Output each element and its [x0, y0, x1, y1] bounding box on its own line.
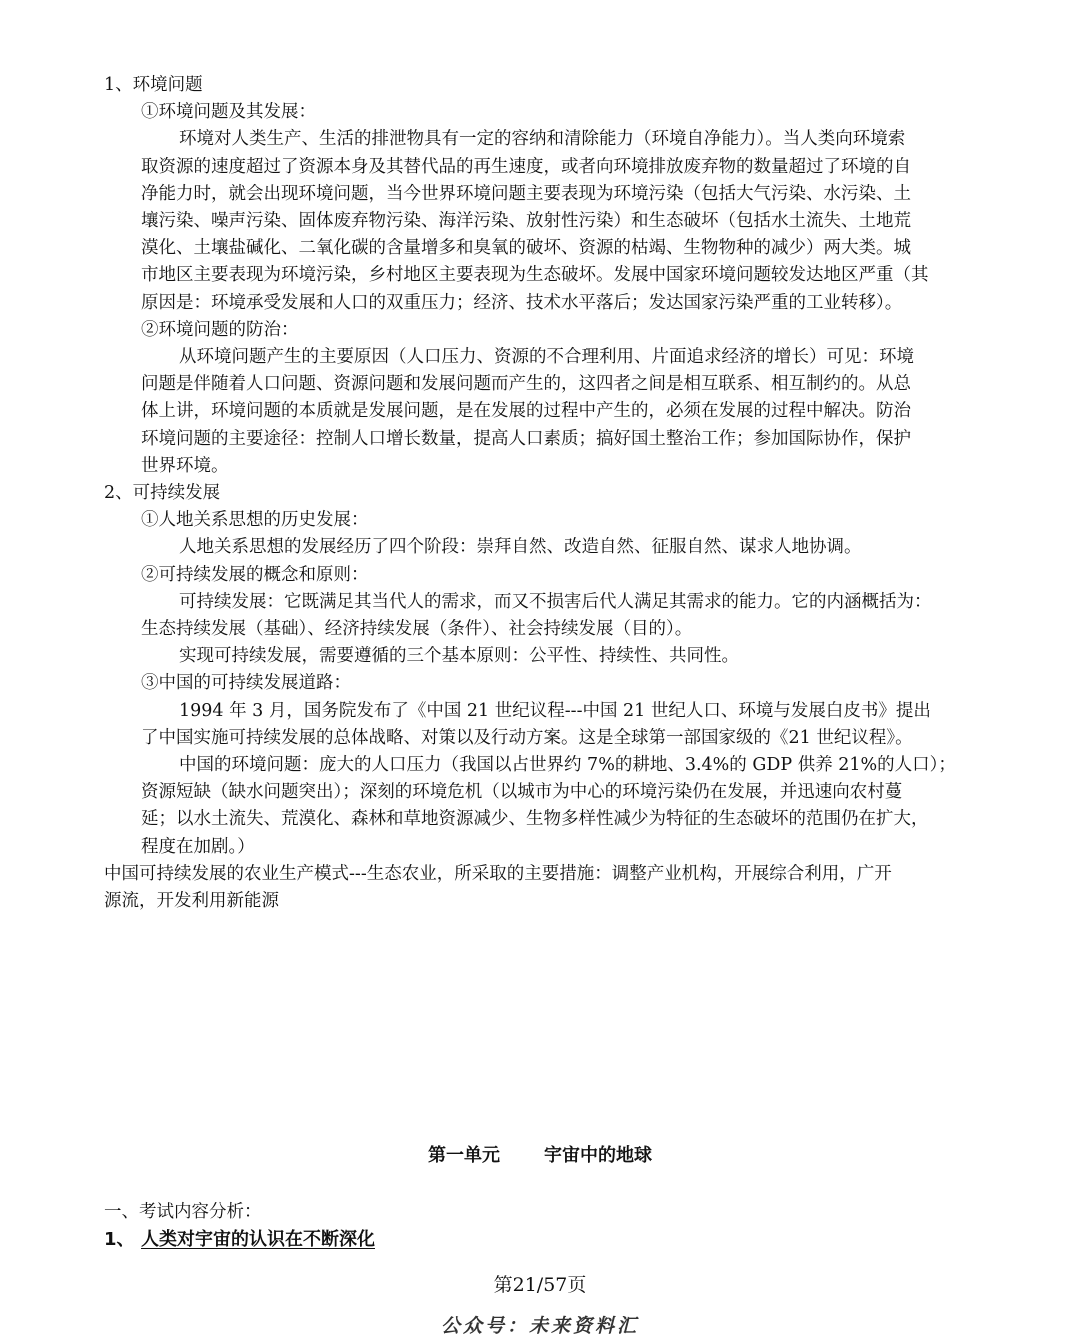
paragraph-line: 壤污染、噪声污染、固体废弃物污染、海洋污染、放射性污染）和生态破坏（包括水土流失、土地荒: [141, 211, 911, 232]
paragraph-line: 延；以水土流失、荒漠化、森林和草地资源减少、生物多样性减少为特征的生态破坏的范围仍在扩大，: [141, 809, 929, 830]
page-number: 第21/57页: [493, 1274, 587, 1296]
paragraph-line: 环境对人类生产、生活的排泄物具有一定的容纳和清除能力（环境自净能力）。当人类向环境索: [179, 129, 906, 150]
unit-title: [0, 1142, 1080, 1170]
paragraph-line: 1994 年 3 月，国务院发布了《中国 21 世纪议程---中国 21 世纪人口、环境与发展白皮书》提出: [179, 700, 931, 721]
paragraph-line: 净能力时，就会出现环境问题，当今世界环境问题主要表现为环境污染（包括大气污染、水污染、土: [141, 183, 911, 204]
heading-sustainable-development: 2、可持续发展: [104, 483, 221, 504]
unit-title-name: 宇宙中的地球: [544, 1145, 652, 1166]
subheading-problems-prevention: ②环境问题的防治：: [141, 319, 299, 340]
paragraph-line: 体上讲，环境问题的本质就是发展问题，是在发展的过程中产生的，必须在发展的过程中解决。防治: [141, 401, 911, 422]
paragraph-line: 了中国实施可持续发展的总体战略、对策以及行动方案。这是全球第一部国家级的《21 世纪议程》。: [141, 727, 913, 748]
subheading-problems-development: ①环境问题及其发展：: [141, 102, 316, 123]
document-body: [104, 72, 980, 915]
paragraph-line: 程度在加剧。）: [141, 836, 255, 857]
paragraph-line: 世界环境。: [141, 455, 229, 476]
unit-title-number: 第一单元: [428, 1145, 500, 1166]
paragraph-line: 市地区主要表现为环境污染，乡村地区主要表现为生态破坏。发展中国家环境问题较发达地区严重（其: [141, 265, 929, 286]
paragraph-line: 中国的环境问题：庞大的人口压力（我国以占世界约 7%的耕地、3.4%的 GDP 供养 21%的人口）；: [179, 755, 956, 776]
paragraph-line: 环境问题的主要途径：控制人口增长数量，提高人口素质；搞好国土整治工作；参加国际协作，保护: [141, 428, 911, 449]
paragraph-line: 生态持续发展（基础）、经济持续发展（条件）、社会持续发展（目的）。: [141, 619, 693, 640]
paragraph-line: 从环境问题产生的主要原因（人口压力、资源的不合理利用、片面追求经济的增长）可见：环境: [179, 347, 914, 368]
heading-environment-problems: 1、环境问题: [104, 75, 203, 95]
footer-watermark: 公众号：未来资料汇: [440, 1315, 639, 1337]
paragraph-line: 漠化、土壤盐碱化、二氧化碳的含量增多和臭氧的破坏、资源的枯竭、生物物种的减少）两大类。城: [141, 238, 911, 259]
paragraph-line: 人地关系思想的发展经历了四个阶段：崇拜自然、改造自然、征服自然、谋求人地协调。: [179, 537, 862, 558]
subheading-human-land-history: ①人地关系思想的历史发展：: [141, 510, 369, 531]
paragraph-line: 原因是：环境承受发展和人口的双重压力；经济、技术水平落后；发达国家污染严重的工业转移）。: [141, 292, 903, 313]
paragraph-line: 可持续发展：它既满足其当代人的需求，而又不损害后代人满足其需求的能力。它的内涵概括为：: [179, 591, 932, 612]
paragraph-line: 资源短缺（缺水问题突出）；深刻的环境危机（以城市为中心的环境污染仍在发展，并迅速向农村蔓: [141, 782, 903, 803]
paragraph-line: 问题是伴随着人口问题、资源问题和发展问题而产生的，这四者之间是相互联系、相互制约的。从总: [141, 374, 911, 395]
subheading-concept-principles: ②可持续发展的概念和原则：: [141, 564, 369, 585]
subsection-heading: [104, 1226, 375, 1254]
subsection-title: 人类对宇宙的认识在不断深化: [141, 1229, 375, 1250]
paragraph-line: 取资源的速度超过了资源本身及其替代品的再生速度，或者向环境排放废弃物的数量超过了环境的自: [141, 156, 911, 177]
paragraph-line: 实现可持续发展，需要遵循的三个基本原则：公平性、持续性、共同性。: [179, 646, 739, 667]
paragraph-line: 源流，开发利用新能源: [104, 891, 279, 912]
paragraph-line: 中国可持续发展的农业生产模式---生态农业，所采取的主要措施：调整产业机构，开展综合利用，广开: [104, 863, 892, 884]
section-heading: 一、考试内容分析：: [104, 1202, 262, 1222]
subsection-number: 1、: [104, 1229, 135, 1250]
subheading-china-path: ③中国的可持续发展道路：: [141, 673, 351, 694]
